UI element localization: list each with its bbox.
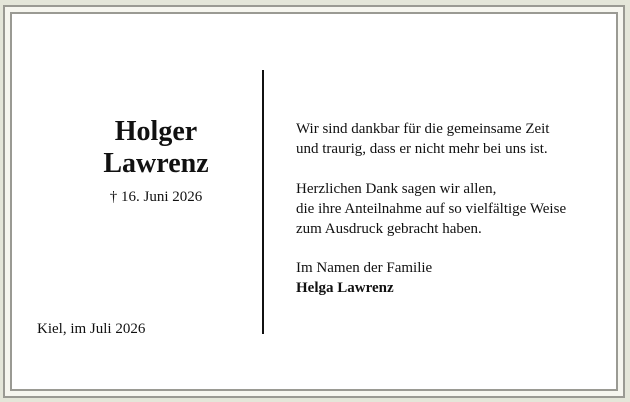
- message-line: die ihre Anteilnahme auf so vielfältige Weise: [296, 201, 567, 217]
- deceased-last-name: Lawrenz: [103, 148, 209, 179]
- outer-frame: [3, 5, 625, 398]
- message-line: Wir sind dankbar für die gemeinsame Zeit: [296, 121, 550, 137]
- message-line: Herzlichen Dank sagen wir allen,: [296, 181, 497, 197]
- closing-line: Im Namen der Familie: [296, 260, 433, 276]
- message-line: und traurig, dass er nicht mehr bei uns ist.: [296, 141, 548, 157]
- deceased-first-name: Holger: [114, 116, 198, 147]
- message-line: zum Ausdruck gebracht haben.: [296, 221, 482, 237]
- death-date: † 16. Juni 2026: [109, 189, 203, 205]
- card: [10, 12, 618, 391]
- vertical-divider: [262, 70, 264, 334]
- place-date: Kiel, im Juli 2026: [37, 321, 146, 337]
- signature: Helga Lawrenz: [296, 280, 394, 296]
